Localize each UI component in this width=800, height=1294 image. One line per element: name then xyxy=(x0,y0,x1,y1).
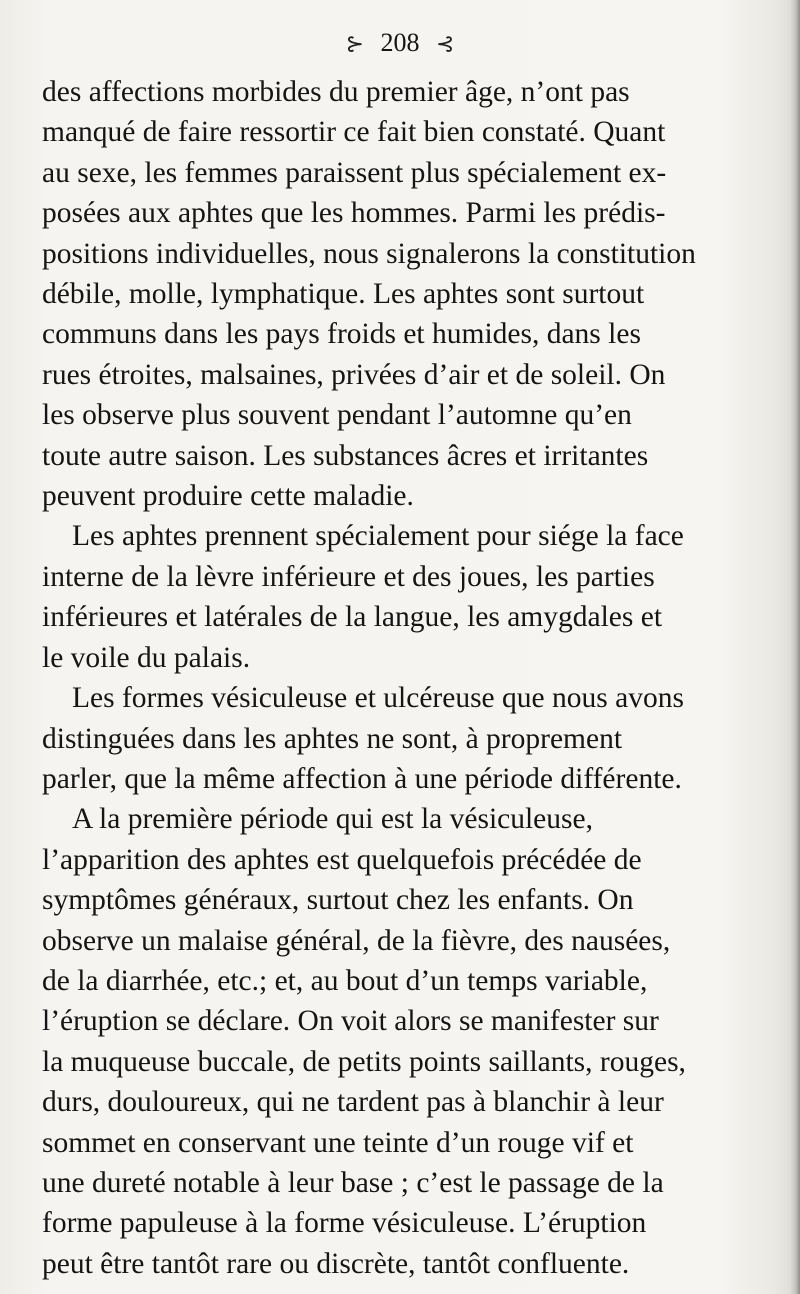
page-number: 208 xyxy=(380,28,420,57)
text-line: peuvent produire cette maladie. xyxy=(42,480,414,513)
text-line: Les formes vésiculeuse et ulcéreuse que nous avons xyxy=(72,682,684,715)
text-line: manqué de faire ressortir ce fait bien constaté. Quant xyxy=(42,116,666,149)
ornament-right-icon: ⊰ xyxy=(436,31,455,56)
ornament-left-icon: ⊱ xyxy=(345,31,364,56)
text-line: parler, que la même affection à une période différente. xyxy=(42,762,682,795)
page-header xyxy=(0,28,800,59)
text-line: le voile du palais. xyxy=(42,641,251,674)
text-line: forme papuleuse à la forme vésiculeuse. L’éruption xyxy=(42,1207,647,1240)
text-line: durs, douloureux, qui ne tardent pas à blanchir à leur xyxy=(42,1086,664,1119)
text-line: des affections morbides du premier âge, n’ont pas xyxy=(42,76,630,108)
text-line: toute autre saison. Les substances âcres et irritantes xyxy=(42,439,649,472)
text-line: l’éruption se déclare. On voit alors se manifester sur xyxy=(42,1005,659,1038)
body-text xyxy=(42,72,714,1284)
text-line: les observe plus souvent pendant l’automne qu’en xyxy=(42,399,632,432)
text-line: communs dans les pays froids et humides, dans les xyxy=(42,318,641,351)
text-line: sommet en conservant une teinte d’un rouge vif et xyxy=(42,1126,634,1159)
text-line: la muqueuse buccale, de petits points saillants, rouges, xyxy=(42,1045,686,1078)
text-line: peut être tantôt rare ou discrète, tantôt confluente. xyxy=(42,1247,630,1280)
text-line: au sexe, les femmes paraissent plus spécialement ex- xyxy=(42,156,667,189)
text-line: de la diarrhée, etc.; et, au bout d’un temps variable, xyxy=(42,964,648,997)
text-line: symptômes généraux, surtout chez les enfants. On xyxy=(42,884,634,917)
text-line: Les aphtes prennent spécialement pour siége la face xyxy=(72,520,684,553)
text-line: débile, molle, lymphatique. Les aphtes sont surtout xyxy=(42,278,645,311)
text-line: distinguées dans les aphtes ne sont, à proprement xyxy=(42,722,623,755)
page-edge-shadow xyxy=(790,0,800,1294)
text-line: observe un malaise général, de la fièvre, des nausées, xyxy=(42,924,671,957)
text-line: posées aux aphtes que les hommes. Parmi les prédis- xyxy=(42,197,666,230)
text-line: positions individuelles, nous signalerons la constitution xyxy=(42,237,696,270)
text-line: une dureté notable à leur base ; c’est le passage de la xyxy=(42,1166,664,1199)
text-line: inférieures et latérales de la langue, les amygdales et xyxy=(42,601,663,634)
text-line: l’apparition des aphtes est quelquefois précédée de xyxy=(42,843,642,876)
text-line: rues étroites, malsaines, privées d’air et de soleil. On xyxy=(42,358,666,391)
text-line: interne de la lèvre inférieure et des joues, les parties xyxy=(42,560,655,593)
text-line: A la première période qui est la vésiculeuse, xyxy=(72,803,593,836)
